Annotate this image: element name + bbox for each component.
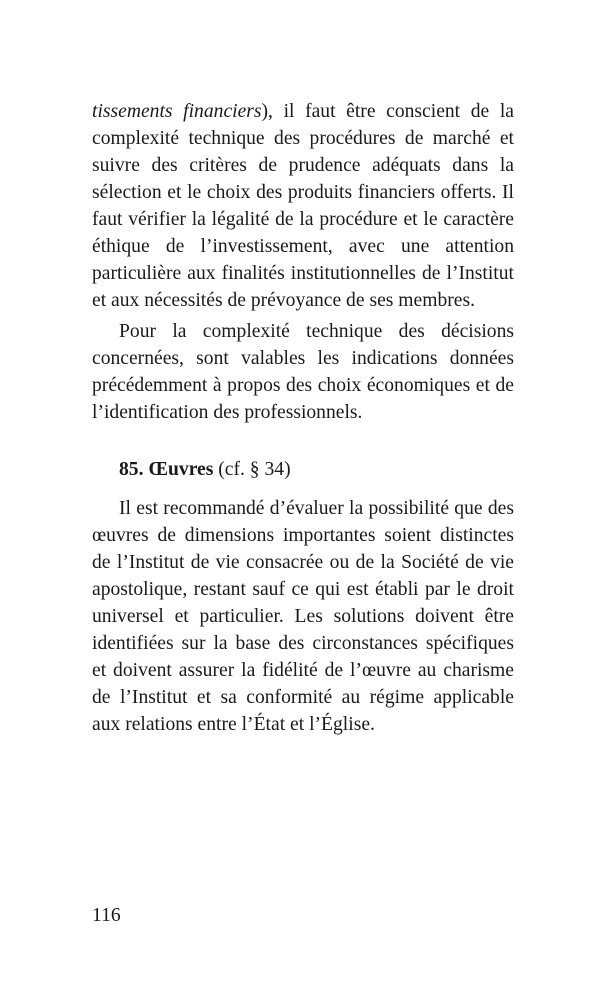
italic-continuation: tissements financiers — [92, 101, 262, 122]
section-title: Œuvres — [148, 459, 214, 480]
paragraph-technical-complexity: Pour la complexité technique des décisions concernées, sont valables les indications données précédemment à propos des choix économiques et de l’identification des professionnels. — [92, 321, 514, 423]
paragraph-investments — [92, 98, 514, 314]
paragraph-investments-text: ), il faut être conscient de la complexité technique des procédures de marché et suivre des critères de prudence adéquats dans la sélection et le choix des produits financiers offerts. Il faut vérifier la légalité de la procédure et le caractère éthique de l’investissement, avec une attention particulière aux finalités institutionnelles de l’Institut et aux nécessités de prévoyance de ses membres. — [92, 101, 514, 311]
page-body — [92, 98, 514, 738]
section-heading — [92, 456, 514, 483]
page-number: 116 — [92, 905, 121, 926]
paragraph-works: Il est recommandé d’évaluer la possibilité que des œuvres de dimensions importantes soient distinctes de l’Institut de vie consacrée ou de la Société de vie apostolique, restant sauf ce qui est établi par le droit universel et particulier. Les solutions doivent être identifiées sur la base des circonstances spécifiques et doivent assurer la fidélité de l’œuvre au charisme de l’Institut et sa conformité au régime applicable aux relations entre l’État et l’Église. — [92, 498, 514, 735]
section-reference: (cf. § 34) — [218, 459, 291, 480]
section-number: 85. — [119, 459, 144, 480]
